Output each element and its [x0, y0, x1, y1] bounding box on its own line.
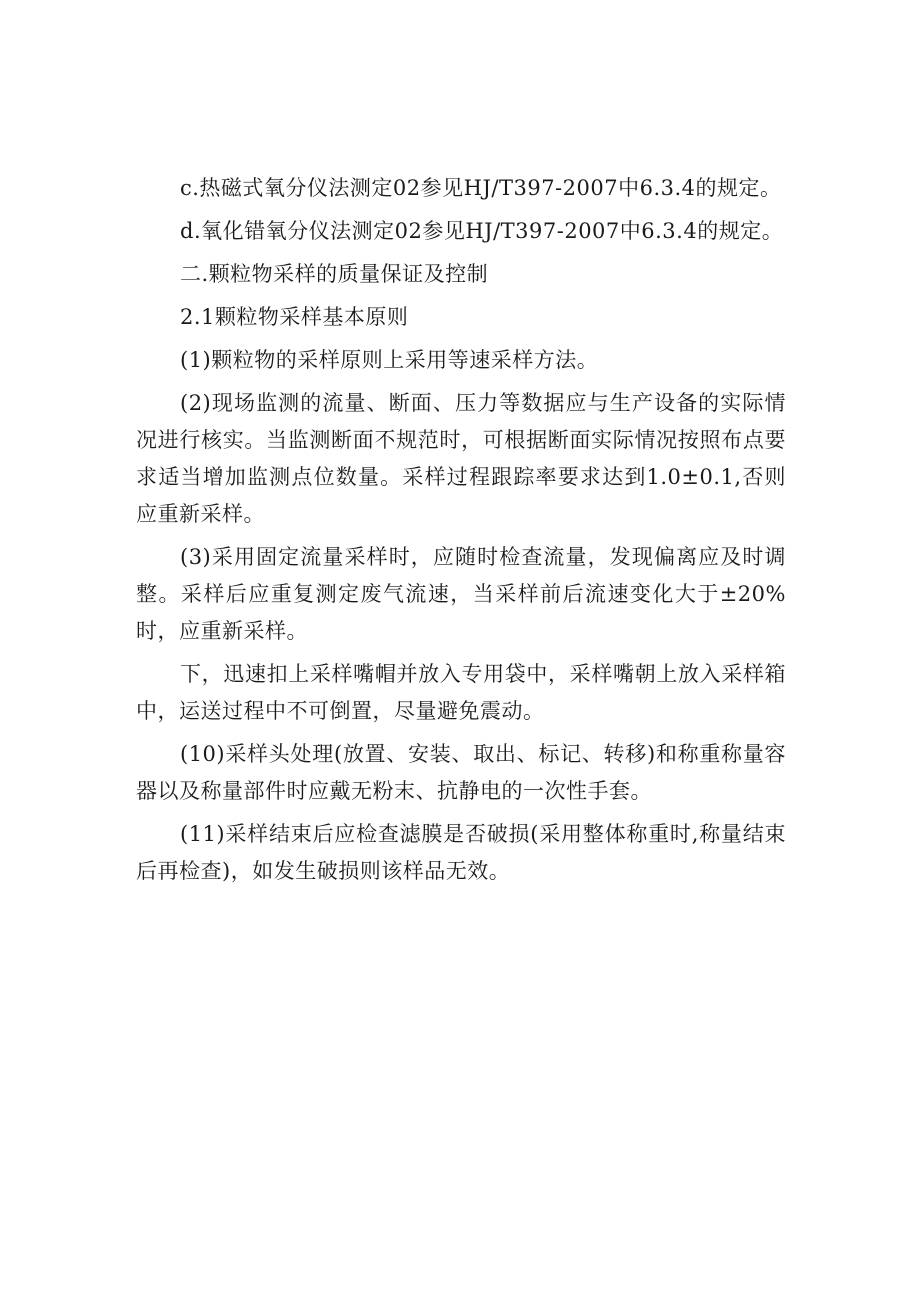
paragraph-item-3: (3)采用固定流量采样时，应随时检查流量，发现偏离应及时调整。采样后应重复测定废气流速，当采样前后流速变化大于±20%时，应重新采样。 [136, 545, 786, 643]
subsection-heading-2-1: 2.1颗粒物采样基本原则 [180, 305, 409, 329]
paragraph-item-11: (11)采样结束后应检查滤膜是否破损(采用整体称重时,称量结束后再检查)，如发生破损则该样品无效。 [136, 822, 786, 883]
paragraph-item-1: (1)颗粒物的采样原则上采用等速采样方法。 [180, 348, 599, 372]
paragraph-c-thermomagnetic-oxygen: c.热磁式氧分仪法测定02参见HJ/T397-2007中6.3.4的规定。 [180, 176, 782, 200]
paragraph-item-2: (2)现场监测的流量、断面、压力等数据应与生产设备的实际情况进行核实。当监测断面不规范时，可根据断面实际情况按照布点要求适当增加监测点位数量。采样过程跟踪率要求达到1.0±0.1,否则应重新采样。 [136, 391, 786, 526]
document-body [136, 170, 786, 896]
paragraph-item-10: (10)采样头处理(放置、安装、取出、标记、转移)和称重称量容器以及称量部件时应戴无粉末、抗静电的一次性手套。 [136, 742, 786, 803]
section-heading-particulate-qa: 二.颗粒物采样的质量保证及控制 [180, 262, 489, 286]
paragraph-d-zirconia-oxygen: d.氧化错氧分仪法测定02参见HJ/T397-2007中6.3.4的规定。 [180, 219, 784, 243]
paragraph-continuation: 下，迅速扣上采样嘴帽并放入专用袋中，采样嘴朝上放入采样箱中，运送过程中不可倒置，尽量避免震动。 [136, 662, 786, 723]
